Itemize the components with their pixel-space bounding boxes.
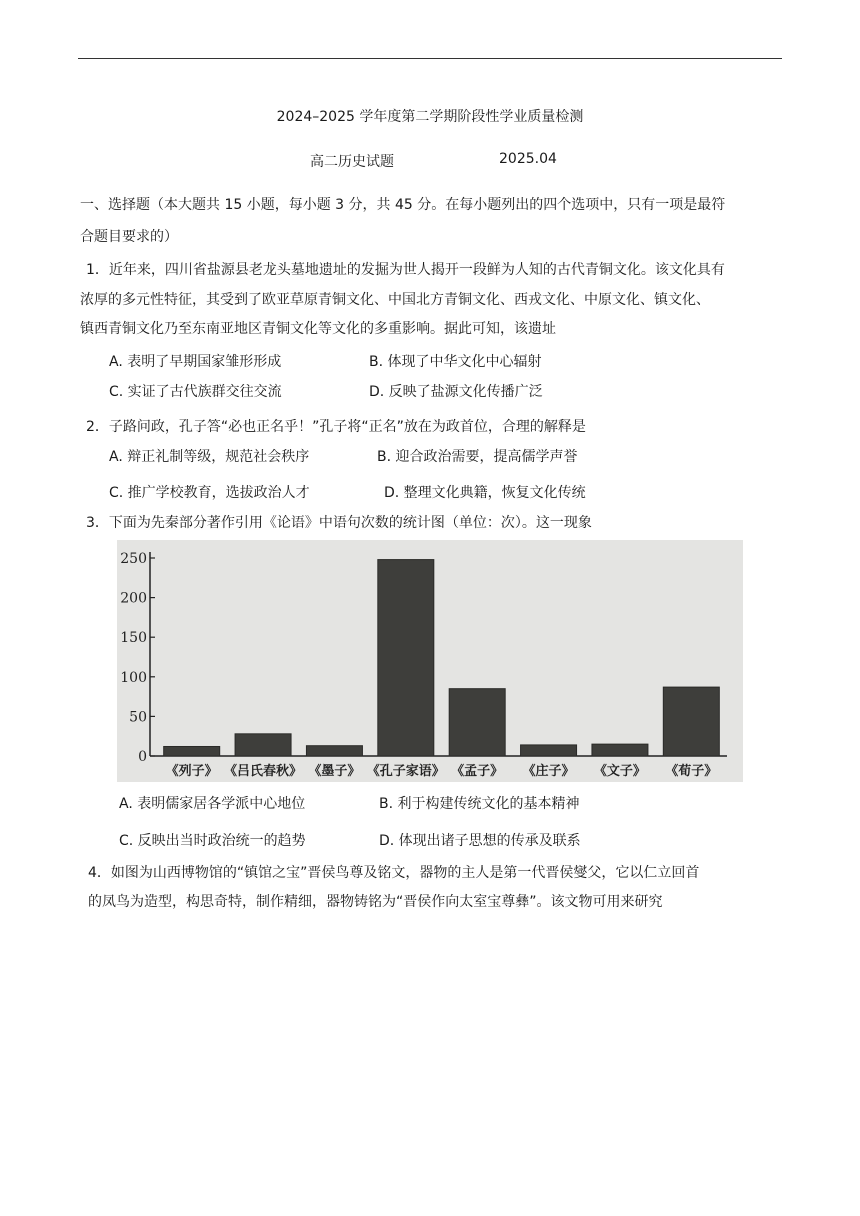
q2-stem: 2．子路问政，孔子答“必也正名乎！”孔子将“正名”放在为政首位，合理的解释是 xyxy=(86,419,586,435)
x-tick-label: 《文子》 xyxy=(593,764,646,779)
page-title: 2024–2025 学年度第二学期阶段性学业质量检测 xyxy=(276,109,584,125)
q1-option-b: B. 体现了中华文化中心辐射 xyxy=(369,354,542,370)
exam-date: 2025.04 xyxy=(499,151,557,167)
x-tick-label: 《荀子》 xyxy=(665,764,718,779)
y-tick-label: 0 xyxy=(138,749,147,765)
exam-subject: 高二历史试题 xyxy=(310,154,394,170)
q1-option-c: C. 实证了古代族群交往交流 xyxy=(109,384,282,400)
bar xyxy=(592,744,648,756)
q1-stem-line2: 浓厚的多元性特征，其受到了欧亚草原青铜文化、中国北方青铜文化、西戎文化、中原文化、镇文化、 xyxy=(80,292,710,308)
section-instructions-line1: 一、选择题（本大题共 15 小题，每小题 3 分，共 45 分。在每小题列出的四个选项中，只有一项是最符 xyxy=(80,197,726,213)
q4-stem-line2: 的凤鸟为造型，构思奇特，制作精细，器物铸铭为“晋侯作向太室宝尊彝”。该文物可用来研究 xyxy=(88,894,663,910)
q1-option-d: D. 反映了盐源文化传播广泛 xyxy=(369,384,543,400)
q2-option-b: B. 迎合政治需要，提高儒学声誉 xyxy=(377,449,578,465)
q2-option-d: D. 整理文化典籍，恢复文化传统 xyxy=(384,485,586,501)
x-tick-label: 《孟子》 xyxy=(451,764,504,779)
q3-stem: 3．下面为先秦部分著作引用《论语》中语句次数的统计图（单位：次）。这一现象 xyxy=(86,515,592,531)
section-instructions-line2: 合题目要求的） xyxy=(80,229,178,245)
bar xyxy=(306,746,362,756)
y-tick-label: 100 xyxy=(120,669,147,686)
q1-option-a: A. 表明了早期国家雏形形成 xyxy=(109,354,282,370)
bar xyxy=(663,687,719,756)
x-tick-label: 《列子》 xyxy=(165,764,218,779)
bar-chart xyxy=(117,540,743,782)
x-tick-label: 《墨子》 xyxy=(308,764,361,779)
y-tick-label: 200 xyxy=(120,590,147,607)
bar-chart-svg xyxy=(117,540,743,782)
q3-option-a: A. 表明儒家居各学派中心地位 xyxy=(119,796,306,812)
q2-option-a: A. 辩正礼制等级，规范社会秩序 xyxy=(109,449,310,465)
y-tick-label: 50 xyxy=(129,709,147,726)
x-tick-label: 《庄子》 xyxy=(522,764,575,779)
q4-stem-line1: 4．如图为山西博物馆的“镇馆之宝”晋侯鸟尊及铭文，器物的主人是第一代晋侯燮父，它以仁立回首 xyxy=(88,865,700,881)
q1-stem-line1: 1．近年来，四川省盐源县老龙头墓地遗址的发掘为世人揭开一段鲜为人知的古代青铜文化。该文化具有 xyxy=(86,262,725,278)
x-tick-label: 《吕氏春秋》 xyxy=(224,764,303,779)
q3-option-b: B. 利于构建传统文化的基本精神 xyxy=(379,796,580,812)
x-tick-label: 《孔子家语》 xyxy=(366,764,445,779)
q1-stem-line3: 镇西青铜文化乃至东南亚地区青铜文化等文化的多重影响。据此可知，该遗址 xyxy=(80,321,556,337)
q3-option-d: D. 体现出诸子思想的传承及联系 xyxy=(379,833,581,849)
bar xyxy=(521,745,577,756)
bar xyxy=(235,734,291,756)
bar xyxy=(449,689,505,756)
bar xyxy=(378,560,434,756)
header-rule xyxy=(78,58,782,59)
y-tick-label: 150 xyxy=(120,630,147,647)
q2-option-c: C. 推广学校教育，选拔政治人才 xyxy=(109,485,310,501)
q3-option-c: C. 反映出当时政治统一的趋势 xyxy=(119,833,306,849)
y-tick-label: 250 xyxy=(120,551,147,567)
bar xyxy=(164,746,220,756)
